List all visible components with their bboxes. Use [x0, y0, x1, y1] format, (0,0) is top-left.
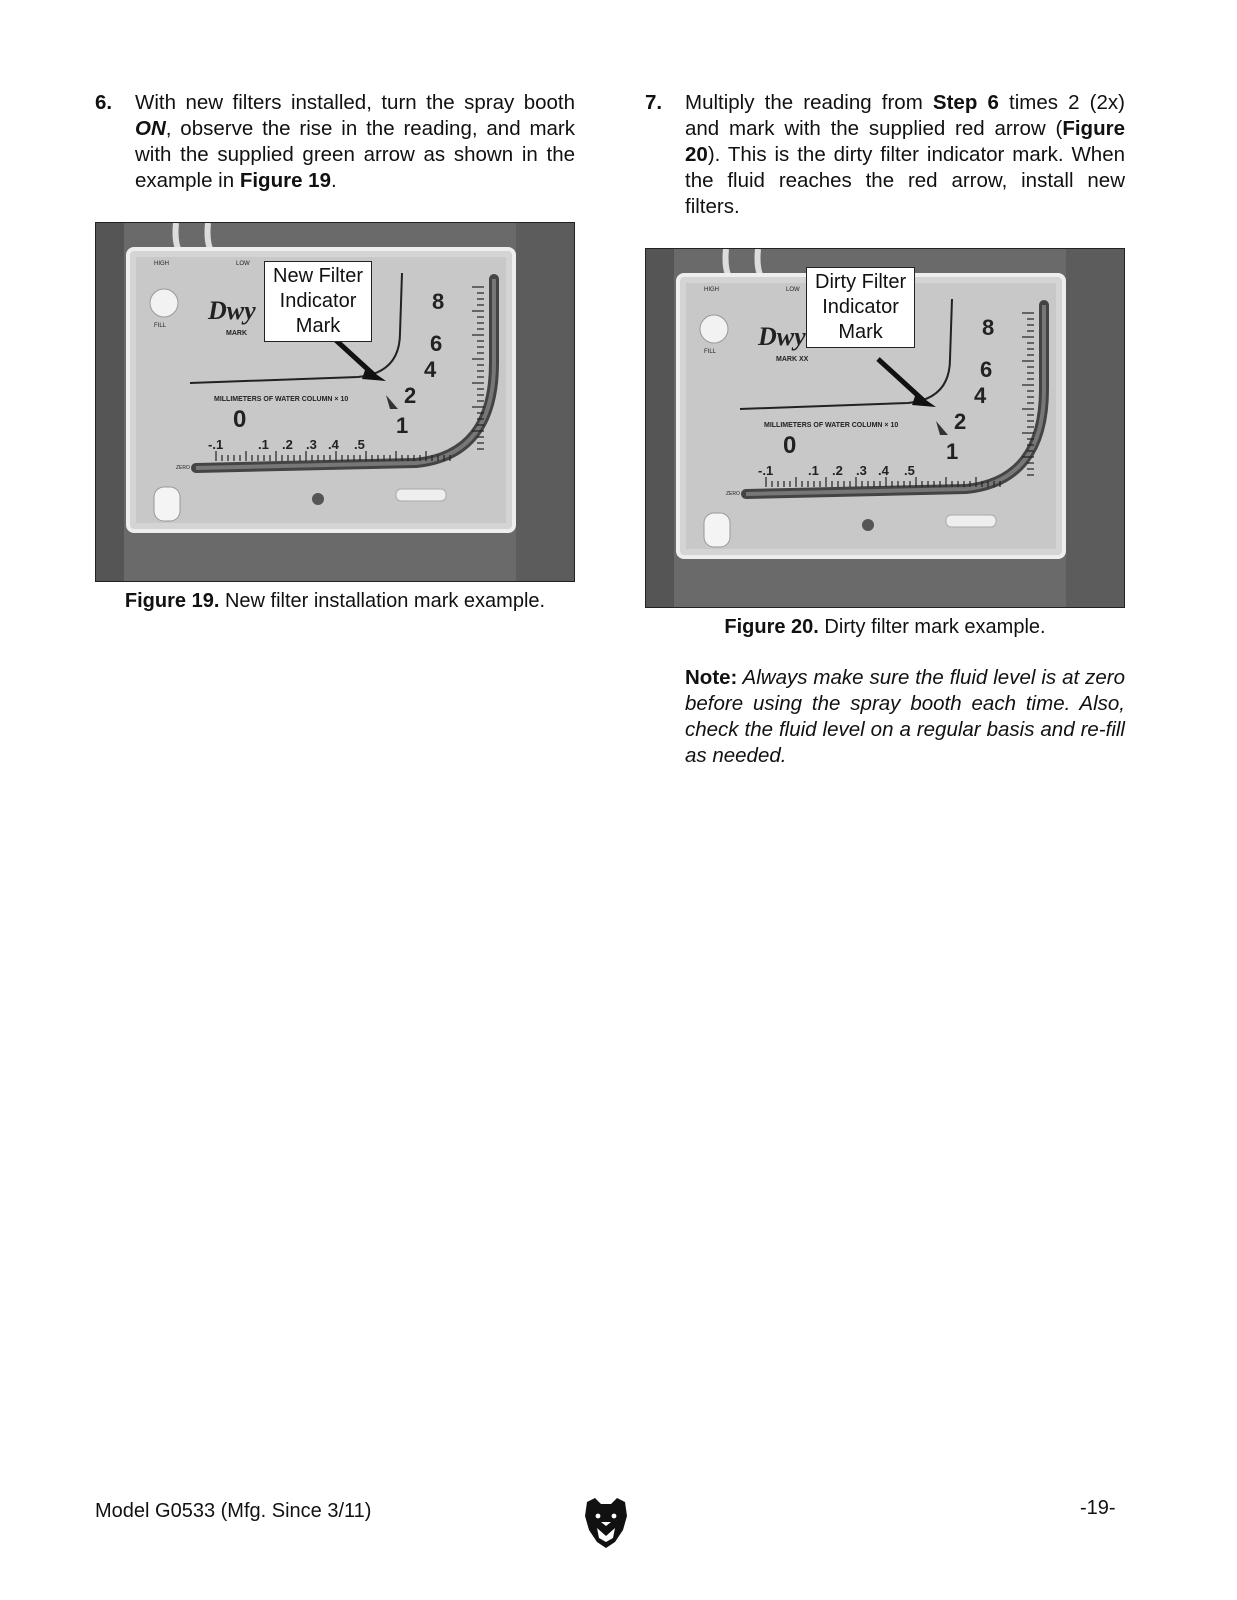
- h-tick-label: .4: [878, 463, 889, 478]
- caption-label: Figure 19.: [124, 590, 220, 612]
- v-tick-label: 4: [424, 357, 437, 382]
- callout-label: [806, 267, 915, 348]
- v-tick-label: 2: [954, 409, 967, 434]
- step-text-part: ). This is the dirty filter indicator mark. When the fluid reaches the red arrow, install new filters.: [685, 143, 1125, 218]
- gauge-model: MARK XX: [776, 356, 809, 363]
- v-tick-label: 8: [982, 315, 995, 340]
- label-low: LOW: [236, 261, 250, 267]
- gauge-model: MARK: [226, 330, 247, 337]
- label-fill: FILL: [154, 323, 167, 329]
- label-zero-set: ZERO SET: [726, 491, 752, 497]
- v-tick-label: 6: [430, 331, 443, 356]
- callout-line: Indicator: [822, 296, 899, 318]
- bubble-level: [946, 515, 996, 527]
- v-tick-label: 1: [946, 439, 959, 464]
- v-tick-label: 6: [980, 357, 993, 382]
- step-text-part: , observe the rise in the reading, and mark with the supplied green arrow as shown in the example in: [135, 117, 575, 192]
- h-tick-label: 0: [233, 406, 247, 433]
- photo-shadow: [646, 249, 674, 607]
- screw: [312, 493, 324, 505]
- step-text-part: With new filters installed, turn the spray booth: [135, 91, 575, 114]
- h-tick-label: -.1: [208, 437, 224, 452]
- caption-text: Dirty filter mark example.: [818, 616, 1046, 638]
- step-number: 7.: [645, 91, 663, 114]
- fill-knob: [150, 289, 178, 317]
- figure-20: [645, 248, 1125, 608]
- callout-line: Dirty Filter: [815, 271, 907, 293]
- v-tick-label: 2: [404, 383, 417, 408]
- photo-side: [516, 223, 574, 581]
- note: [685, 665, 1125, 769]
- callout-line: Indicator: [279, 290, 357, 312]
- callout-line: Mark: [838, 321, 883, 343]
- h-tick-label: .5: [354, 437, 365, 452]
- step-text: [135, 90, 575, 194]
- zero-set-knob: [704, 513, 730, 547]
- h-tick-label: .3: [856, 463, 867, 478]
- figure-19-caption: [95, 590, 575, 613]
- step-text-part: Figure 20: [685, 117, 1125, 166]
- right-column: [645, 90, 1125, 769]
- step-text-part: times 2 (2x) and mark with the supplied red arrow (: [685, 91, 1125, 140]
- step-text-part: Multiply the reading from: [685, 91, 933, 114]
- step-6: [95, 90, 575, 194]
- h-tick-label: .3: [306, 437, 317, 452]
- step-text-part: ON: [135, 117, 166, 140]
- label-high: HIGH: [154, 261, 169, 267]
- caption-label: Figure 20.: [724, 616, 819, 638]
- label-zero-set: ZERO SET: [176, 465, 202, 471]
- photo-shadow: [96, 223, 124, 581]
- figure-20-caption: [645, 616, 1125, 639]
- figure-19: [95, 222, 575, 582]
- h-tick-label: .2: [832, 463, 843, 478]
- h-tick-label: .1: [808, 463, 819, 478]
- note-text: Always make sure the fluid level is at zero before using the spray booth each time. Also, check the fluid level on a regular basis and re-fill as needed.: [685, 666, 1125, 767]
- step-7: [645, 90, 1125, 220]
- step-number: 6.: [95, 91, 113, 114]
- label-low: LOW: [786, 287, 800, 293]
- step-text-part: .: [330, 169, 337, 192]
- step-text: [685, 90, 1125, 220]
- zero-set-knob: [154, 487, 180, 521]
- callout-label: [264, 261, 372, 342]
- h-tick-label: .4: [328, 437, 339, 452]
- label-fill: FILL: [704, 349, 717, 355]
- bubble-level: [396, 489, 446, 501]
- units-label: MILLIMETERS OF WATER COLUMN × 10: [764, 422, 899, 429]
- h-tick-label: -.1: [758, 463, 774, 478]
- page-number: -19-: [1080, 1497, 1116, 1519]
- callout-line: Mark: [295, 315, 341, 337]
- gauge-logo: Dwy: [758, 322, 806, 351]
- step-text-part: Figure 19: [239, 169, 331, 192]
- v-tick-label: 4: [974, 383, 987, 408]
- caption-text: New filter installation mark example.: [219, 590, 546, 612]
- gauge-logo: Dwy: [208, 296, 256, 325]
- photo-side: [1066, 249, 1124, 607]
- h-tick-label: .1: [258, 437, 269, 452]
- screw: [862, 519, 874, 531]
- step-text-part: Step 6: [932, 91, 999, 114]
- footer-model: Model G0533 (Mfg. Since 3/11): [95, 1500, 372, 1522]
- fill-knob: [700, 315, 728, 343]
- h-tick-label: .2: [282, 437, 293, 452]
- v-tick-label: 8: [432, 289, 445, 314]
- note-label: Note:: [685, 666, 738, 689]
- v-tick-label: 1: [396, 413, 409, 438]
- h-tick-label: .5: [904, 463, 915, 478]
- units-label: MILLIMETERS OF WATER COLUMN × 10: [214, 396, 349, 403]
- label-high: HIGH: [704, 287, 719, 293]
- left-column: [95, 90, 575, 613]
- bear-head-icon: [583, 1496, 629, 1555]
- h-tick-label: 0: [783, 432, 797, 459]
- callout-line: New Filter: [273, 265, 364, 287]
